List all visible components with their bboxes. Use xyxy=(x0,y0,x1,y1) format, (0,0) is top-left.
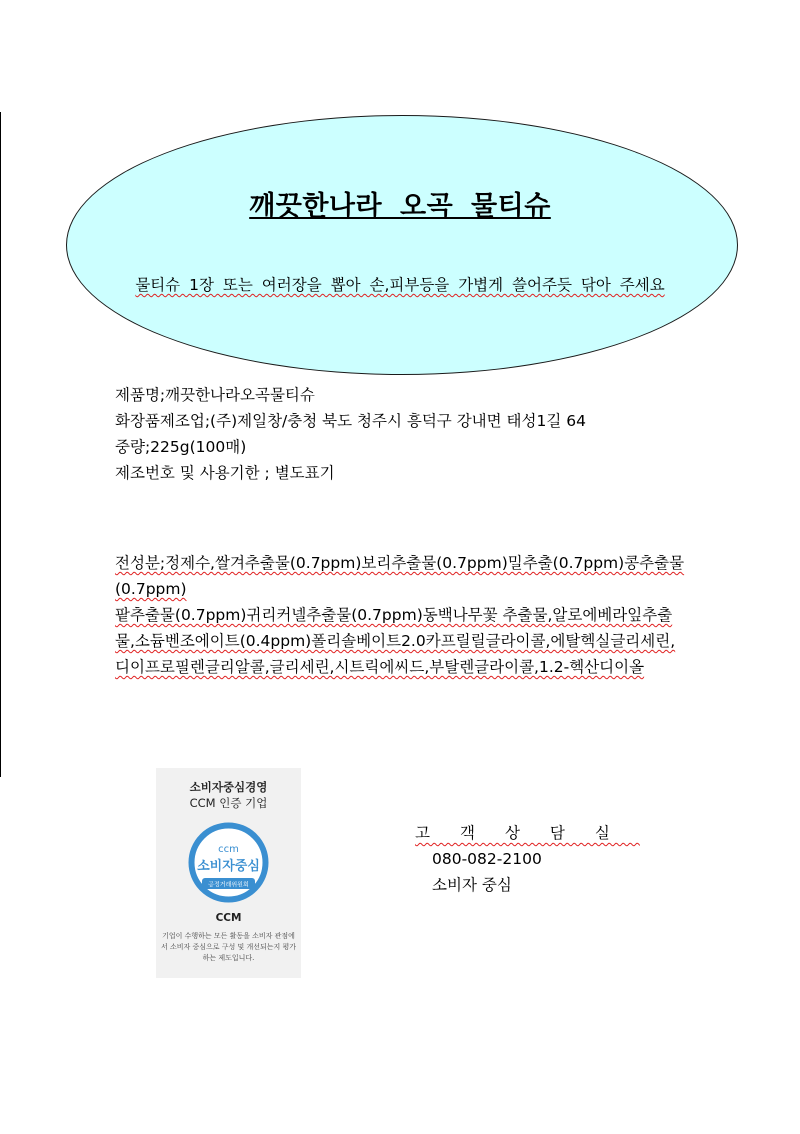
weight: 중량;225g(100매) xyxy=(115,438,247,456)
ccm-logo-small-text: ccm xyxy=(218,844,239,855)
manufacturer: 화장품제조업;(주)제일창/충청 북도 청주시 흥덕구 강내면 태성1길 64 xyxy=(115,412,586,430)
ccm-logo-main-text: 소비자중심 xyxy=(197,859,260,874)
product-title: 깨끗한나라 오곡 물티슈 xyxy=(249,191,551,222)
usage-instructions: 물티슈 1장 또는 여러장을 뽑아 손,피부등을 가볍게 쓸어주듯 닦아 주세요 xyxy=(135,276,665,294)
ccm-subheading: CCM 인증 기업 xyxy=(189,796,268,810)
lot-expiry: 제조번호 및 사용기한 ; 별도표기 xyxy=(115,464,335,482)
product-info xyxy=(115,382,586,486)
product-name: 제품명;깨끗한나라오곡물티슈 xyxy=(115,386,315,404)
title-ellipse xyxy=(66,115,738,375)
ingredients-paragraph-1: 전성분;정제수,쌀겨추출물(0.7ppm)보리추출물(0.7ppm)밀추출(0.7ppm)콩추출물 (0.7ppm) xyxy=(115,554,685,598)
ccm-label: CCM xyxy=(215,912,242,924)
customer-service-name: 소비자 중심 xyxy=(432,876,512,894)
ccm-description: 기업이 수행하는 모든 활동을 소비자 관점에서 소비자 중심으로 구성 및 개선되는지 평가하는 제도입니다. xyxy=(160,932,297,962)
ccm-heading: 소비자중심경영 xyxy=(189,780,268,794)
ccm-logo-icon xyxy=(186,820,271,905)
ingredients xyxy=(115,550,687,680)
ingredients-paragraph-2: 팥추출물(0.7ppm)귀리커넬추출물(0.7ppm)동백나무꽃 추출물,알로에베라잎추출물,소듐벤조에이트(0.4ppm)폴리솔베이트2.0카프릴릴글라이콜,에탈헥실글리세린,디이프로필렌글리알콜,글리세린,시트릭에씨드,부탈렌글라이콜,1.2-헥산디이올 xyxy=(115,606,676,676)
ccm-logo-ribbon-text: 공정거래위원회 xyxy=(208,881,249,889)
ccm-badge xyxy=(156,768,301,978)
customer-service-phone: 080-082-2100 xyxy=(432,850,542,868)
customer-service xyxy=(415,820,640,898)
customer-service-title: 고객상담실 xyxy=(415,824,640,842)
